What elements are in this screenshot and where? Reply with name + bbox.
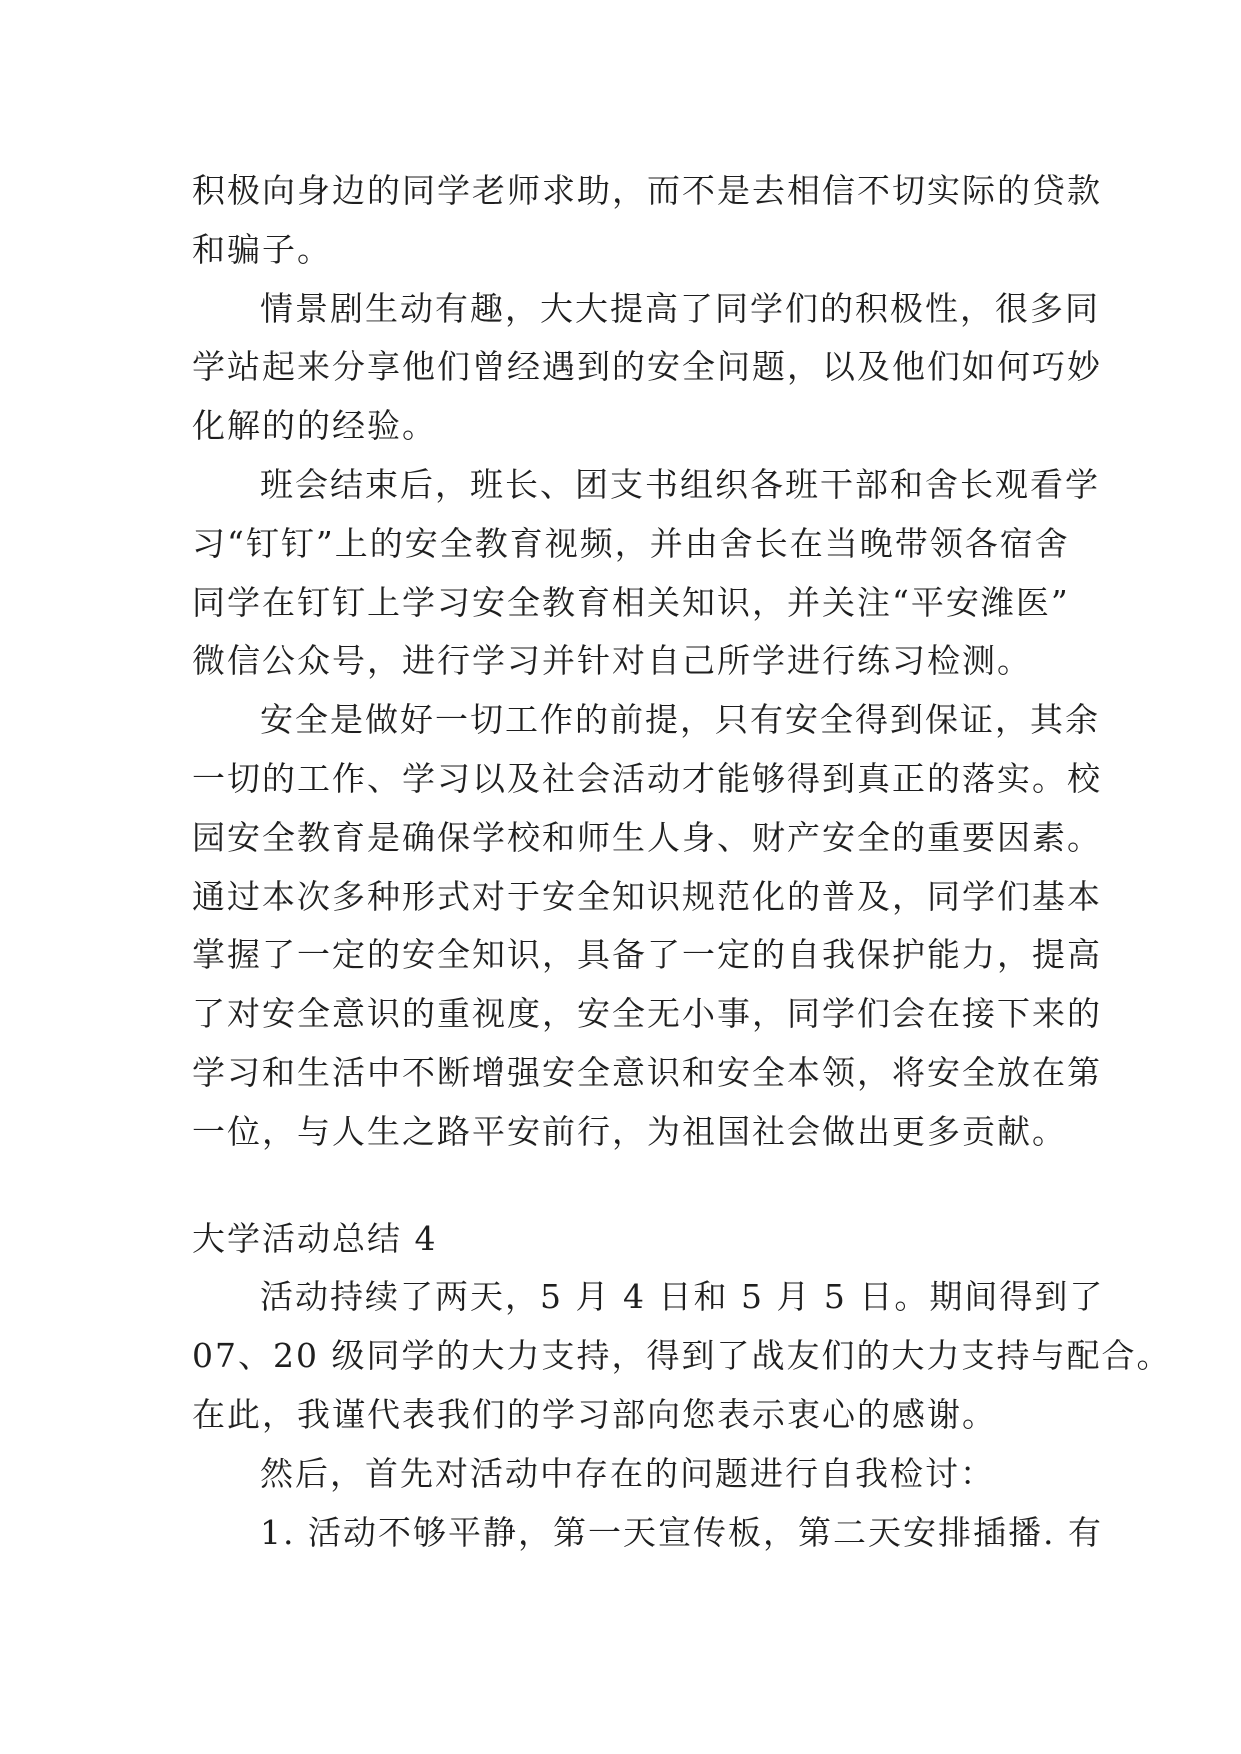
paragraph-line: 积极向身边的同学老师求助，而不是去相信不切实际的贷款 [192, 171, 1102, 210]
paragraph-line: 在此，我谨代表我们的学习部向您表示衷心的感谢。 [192, 1394, 997, 1434]
paragraph-line: 一位，与人生之路平安前行，为祖国社会做出更多贡献。 [192, 1111, 1067, 1151]
paragraph-line: 和骗子。 [192, 229, 332, 269]
document-body [192, 162, 1172, 1562]
paragraph-3 [192, 456, 1100, 691]
paragraph-line: 掌握了一定的安全知识，具备了一定的自我保护能力，提高 [192, 935, 1102, 975]
paragraph-5 [192, 1268, 1172, 1444]
paragraph-line: 了对安全意识的重视度，安全无小事，同学们会在接下来的 [192, 994, 1102, 1034]
paragraph-line: 学习和生活中不断增强安全意识和安全本领，将安全放在第 [192, 1052, 1102, 1092]
paragraph-line: 1. 活动不够平静，第一天宣传板，第二天安排插播. 有 [260, 1512, 1103, 1552]
paragraph-1 [192, 162, 1102, 280]
paragraph-line: 化解的的经验。 [192, 406, 437, 446]
paragraph-4 [192, 691, 1102, 1161]
paragraph-line: 07、20 级同学的大力支持，得到了战友们的大力支持与配合。 [192, 1336, 1172, 1376]
paragraph-line: 同学在钉钉上学习安全教育相关知识，并关注“平安潍医” [192, 582, 1070, 622]
paragraph-line: 一切的工作、学习以及社会活动才能够得到真正的落实。校 [192, 758, 1102, 798]
paragraph-line: 班会结束后，班长、团支书组织各班干部和舍长观看学 [260, 464, 1100, 504]
paragraph-line: 然后，首先对活动中存在的问题进行自我检讨： [260, 1453, 995, 1493]
paragraph-line: 情景剧生动有趣，大大提高了同学们的积极性，很多同 [260, 288, 1100, 328]
paragraph-line: 通过本次多种形式对于安全知识规范化的普及，同学们基本 [192, 876, 1102, 916]
section-heading: 大学活动总结 4 [192, 1218, 438, 1258]
paragraph-line: 习“钉钉”上的安全教育视频，并由舍长在当晚带领各宿舍 [192, 523, 1070, 563]
paragraph-7 [192, 1504, 1103, 1563]
paragraph-line: 学站起来分享他们曾经遇到的安全问题，以及他们如何巧妙 [192, 347, 1102, 387]
paragraph-line: 活动持续了两天，5 月 4 日和 5 月 5 日。期间得到了 [260, 1277, 1105, 1317]
paragraph-6 [192, 1445, 1062, 1504]
paragraph-line: 安全是做好一切工作的前提，只有安全得到保证，其余 [260, 700, 1100, 740]
paragraph-2 [192, 280, 1102, 456]
paragraph-line: 微信公众号，进行学习并针对自己所学进行练习检测。 [192, 641, 1032, 681]
paragraph-line: 园安全教育是确保学校和师生人身、财产安全的重要因素。 [192, 817, 1102, 857]
